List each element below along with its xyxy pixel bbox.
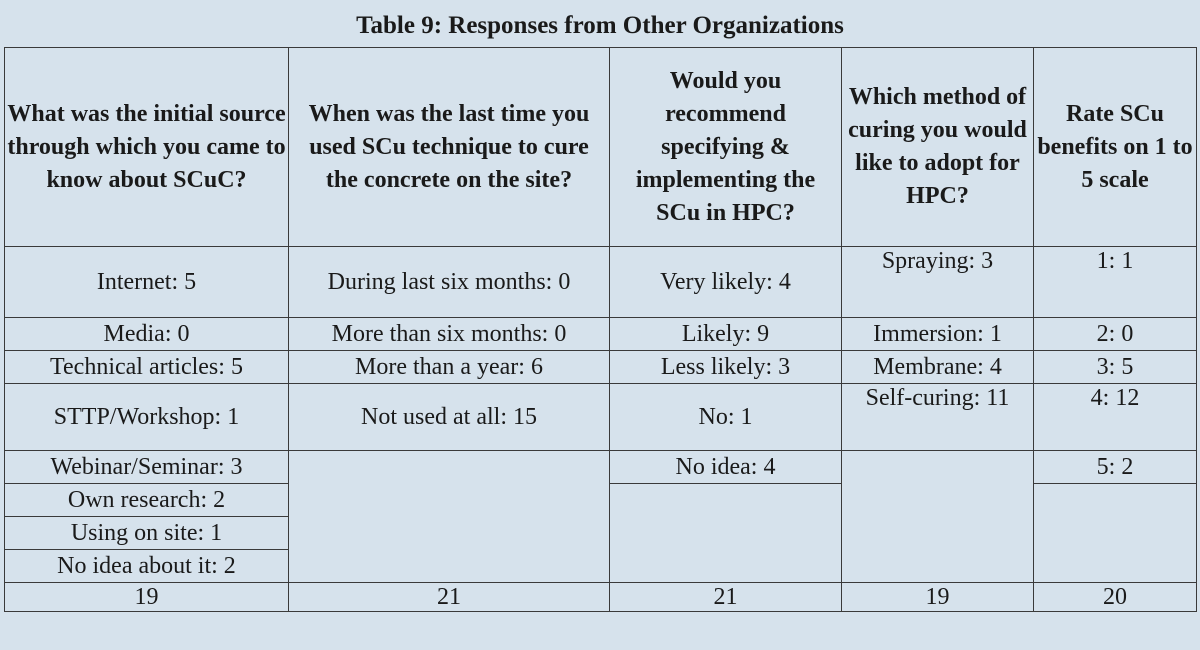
table-row	[5, 318, 1197, 351]
total-cell: 19	[842, 583, 1034, 612]
source-cell: Webinar/Seminar: 3	[5, 451, 289, 484]
source-cell: Media: 0	[5, 318, 289, 351]
totals-row	[5, 583, 1197, 612]
header-cell-recommend: Would you recommend specifying & implementing the SCu in HPC?	[610, 48, 842, 247]
curing-method-cell: Membrane: 4	[842, 351, 1034, 384]
rating-cell: 4: 12	[1034, 384, 1197, 451]
curing-method-empty-cell	[842, 451, 1034, 583]
curing-method-cell: Immersion: 1	[842, 318, 1034, 351]
rating-empty-cell	[1034, 484, 1197, 583]
source-cell: Technical articles: 5	[5, 351, 289, 384]
total-cell: 21	[289, 583, 610, 612]
header-cell-curing-method: Which method of curing you would like to adopt for HPC?	[842, 48, 1034, 247]
rating-cell: 3: 5	[1034, 351, 1197, 384]
last-used-cell: More than six months: 0	[289, 318, 610, 351]
last-used-cell: Not used at all: 15	[289, 384, 610, 451]
recommend-empty-cell	[610, 484, 842, 583]
recommend-cell: Likely: 9	[610, 318, 842, 351]
last-used-cell: More than a year: 6	[289, 351, 610, 384]
rating-cell: 1: 1	[1034, 247, 1197, 318]
total-cell: 20	[1034, 583, 1197, 612]
curing-method-cell: Self-curing: 11	[842, 384, 1034, 451]
table-row	[5, 247, 1197, 318]
curing-method-cell: Spraying: 3	[842, 247, 1034, 318]
header-cell-source: What was the initial source through which you came to know about SCuC?	[5, 48, 289, 247]
header-cell-rating: Rate SCu benefits on 1 to 5 scale	[1034, 48, 1197, 247]
recommend-cell: No idea: 4	[610, 451, 842, 484]
source-cell: Using on site: 1	[5, 517, 289, 550]
header-cell-last-used: When was the last time you used SCu technique to cure the concrete on the site?	[289, 48, 610, 247]
total-cell: 19	[5, 583, 289, 612]
rating-cell: 5: 2	[1034, 451, 1197, 484]
table-caption: Table 9: Responses from Other Organizations	[356, 12, 844, 39]
table-row	[5, 384, 1197, 451]
source-cell: STTP/Workshop: 1	[5, 384, 289, 451]
recommend-cell: Very likely: 4	[610, 247, 842, 318]
table-row	[5, 351, 1197, 384]
source-cell: No idea about it: 2	[5, 550, 289, 583]
header-row	[5, 48, 1197, 247]
source-cell: Internet: 5	[5, 247, 289, 318]
last-used-empty-cell	[289, 451, 610, 583]
table-row	[5, 451, 1197, 484]
total-cell: 21	[610, 583, 842, 612]
responses-table	[4, 47, 1197, 612]
rating-cell: 2: 0	[1034, 318, 1197, 351]
recommend-cell: Less likely: 3	[610, 351, 842, 384]
source-cell: Own research: 2	[5, 484, 289, 517]
recommend-cell: No: 1	[610, 384, 842, 451]
last-used-cell: During last six months: 0	[289, 247, 610, 318]
